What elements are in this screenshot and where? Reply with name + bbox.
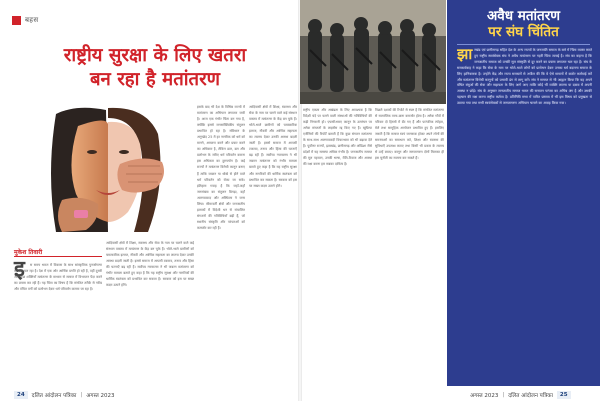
article-column-center-right: आदिवासी क्षेत्रों में शिक्षा, स्वास्थ्य और सेवा के नाम पर चलने वाले कई संस्थान वास्तव में मतांतरण के केंद्र बन चुके हैं। भोले-भाले ग्रामीणों को चमत्कारिक इलाज, नौकरी और आर्थिक सहायता का लालच देकर उनकी आस्था बदली जाती है। इससे समाज में आपसी टकराव, तनाव और हिंसा की घटनाएँ बढ़ रही हैं। सर्वोच्च न्यायालय ने भी जबरन मतांतरण को गंभीर मामला बताते हुए कहा है कि यह राष्ट्रीय सुरक्षा और नागरिकों की धार्मिक स्वतंत्रता को प्रभावित कर सकता है। सरकार को इस पर सख्त कदम उठाने होंगे।	[249, 105, 297, 188]
article-dropcap: इ	[14, 257, 25, 282]
sidebar-title-line-1: अवैध मतांतरण	[486, 8, 561, 24]
footer-separator-left: |	[80, 391, 83, 398]
article-column-right-2: पिछले दशकों की रिपोर्ट से स्पष्ट है कि संगठित मतांतरण से सामाजिक ताना-बाना कमजोर होता है। अनेक गाँवों में परिवार दो हिस्सों में बँट गए हैं और पारंपरिक त्योहार, मेले तथा सामूहिक आयोजन प्रभावित हुए हैं। इसलिए जरूरी है कि समाज स्वयं जागरूक होकर अपने लोगों की समस्याओं का समाधान करे, शिक्षा और स्वास्थ्य की सुविधाएँ उपलब्ध कराए तथा किसी भी प्रकार के लालच से उन्हें बचाए। कानून और जनजागरण दोनों मिलकर ही इस चुनौती का सामना कर सकते हैं।	[375, 108, 444, 161]
article-column-center-left: इसके बाद भी देश के विभिन्न राज्यों में मतांतरण का अभियान लगातार जारी है। आज एक गंभीर चिंता बन गया है, क्योंकि इससे जनसांख्यिकीय संतुलन प्रभावित हो रहा है। संविधान के अनुच्छेद 25 में हर नागरिक को धर्म को मानने, आचरण करने और प्रचार करने का अधिकार है, लेकिन छल, बल और प्रलोभन के जरिए धर्म परिवर्तन कराना इस अधिकार का दुरुपयोग है। कई राज्यों ने मतांतरण विरोधी कानून बनाए हैं ताकि जबरन या धोखे से होने वाले धर्म परिवर्तन को रोका जा सके। इतिहास गवाह है कि जहाँ-जहाँ जनसंख्या का संतुलन बिगड़ा, वहाँ अलगाववाद और अस्थिरता ने जन्म लिया। सीमावर्ती क्षेत्रों और जनजातीय इलाकों में विदेशी धन से संचालित संगठनों की गतिविधियाँ बढ़ी हैं, जो स्थानीय संस्कृति और परंपराओं को कमजोर कर रही हैं।	[197, 105, 245, 230]
security-forces-photo	[300, 0, 446, 104]
page-number-right: 25	[557, 391, 571, 399]
footer-issue-left: अगस्त 2023	[86, 392, 115, 399]
sidebar-dropcap: झा	[457, 48, 473, 63]
headline-line-2: बन रहा है मतांतरण	[89, 69, 221, 90]
section-marker	[12, 16, 21, 25]
sidebar-title	[447, 8, 600, 40]
footer-left	[14, 388, 115, 401]
byline-rule	[14, 256, 102, 257]
page-number-left: 24	[14, 391, 28, 399]
sidebar-body-text: रखंड एवं छत्तीसगढ़ सहित देश के अन्य राज्यों के जनजाति समाज के बारे में चिंता व्यक्त करते हुए राष्ट्रीय स्वयंसेवक संघ ने अवैध मतांतरण पर गहरी चिंता जताई है। संघ का कहना है कि जनजातीय समाज को उनकी मूल संस्कृति से दूर करने का प्रयास लगातार चल रहा है। संघ के सरकार्यवाह ने कहा कि सेवा के नाम पर भोले-भाले लोगों को प्रलोभन देकर उनका धर्म बदलना समाज के लिए हानिकारक है। उन्होंने केंद्र और राज्य सरकारों से अपील की कि वे ऐसे मामलों में कठोर कार्रवाई करें और मतांतरण विरोधी कानूनों को प्रभावी ढंग से लागू करें। संघ ने समाज से भी आह्वान किया कि वह अपने वंचित बंधुओं की सेवा और सहायता के लिए आगे आए ताकि कोई भी व्यक्ति लालच या दबाव में अपनी आस्था न छोड़े। संघ के अनुसार जनजातीय समाज भारत की सनातन परंपरा का अभिन्न अंग है और उसकी पहचान की रक्षा करना राष्ट्रीय कर्तव्य है। प्रतिनिधि सभा में पारित प्रस्ताव में भी इस विषय को प्रमुखता से उठाया गया तथा सभी स्वयंसेवकों से जनजागरण अभियान चलाने का आग्रह किया गया।	[457, 48, 592, 106]
article-illustration	[16, 104, 196, 234]
footer-publication-left: दलित आंदोलन पत्रिका	[31, 392, 77, 399]
footer-separator-right: |	[502, 391, 505, 398]
section-tag	[12, 16, 38, 25]
sidebar-title-line-2: पर संघ चिंतित	[488, 24, 559, 40]
section-label: बहस	[25, 16, 39, 24]
sidebar-body	[457, 48, 592, 383]
article-column-right-1: राष्ट्रीय एकता और अखंडता के लिए आवश्यक है कि विदेशी चंदे पर चलने वाली संस्थाओं की गतिविधियों की कड़ी निगरानी हो। एफसीआरए कानून के उल्लंघन पर अनेक संगठनों के लाइसेंस रद्द किए गए हैं। खुफिया एजेंसियों की रिपोर्टें बताती हैं कि कुछ संगठन मतांतरण के साथ-साथ अलगाववादी विचारधारा को भी बढ़ावा देते हैं। पूर्वोत्तर राज्यों, झारखंड, छत्तीसगढ़ और ओडिशा जैसे प्रदेशों में यह समस्या अधिक गंभीर है। जनजातीय समाज की मूल पहचान, उनकी भाषा, रीति-रिवाज और आस्था की रक्षा करना हम सबका दायित्व है।	[303, 108, 372, 167]
sidebar-rule	[457, 44, 590, 45]
footer-issue-right: अगस्त 2023	[470, 392, 499, 399]
article-headline	[20, 44, 290, 92]
headline-line-1: राष्ट्रीय सुरक्षा के लिए खतरा	[63, 45, 247, 66]
footer-right	[470, 388, 571, 401]
article-column-under-image: आदिवासी क्षेत्रों में शिक्षा, स्वास्थ्य और सेवा के नाम पर चलने वाले कई संस्थान वास्तव में मतांतरण के केंद्र बन चुके हैं। भोले-भाले ग्रामीणों को चमत्कारिक इलाज, नौकरी और आर्थिक सहायता का लालच देकर उनकी आस्था बदली जाती है। इससे समाज में आपसी टकराव, तनाव और हिंसा की घटनाएँ बढ़ रही हैं। सर्वोच्च न्यायालय ने भी जबरन मतांतरण को गंभीर मामला बताते हुए कहा है कि यह राष्ट्रीय सुरक्षा और नागरिकों की धार्मिक स्वतंत्रता को प्रभावित कर सकता है। सरकार को इस पर सख्त कदम उठाने होंगे।	[106, 241, 194, 288]
footer-publication-right: दलित आंदोलन पत्रिका	[508, 392, 553, 399]
author-byline: मुकेश तिवारी	[14, 249, 43, 256]
sidebar-box	[447, 0, 600, 386]
article-intro: स समय भारत में विकास के साथ सांस्कृतिक पुनर्जागरण का दौर चल रहा है। देश में एक ओर आर्थिक प्रगति हो रही है, वहीं दूसरी ओर कुछ शक्तियाँ मतांतरण के माध्यम से समाज में विभाजन पैदा करने का प्रयास कर रही हैं। यह चिंता का विषय है कि संगठित तरीके से गरीब और वंचित वर्गों को प्रलोभन देकर धर्म परिवर्तन कराया जा रहा है।	[14, 263, 102, 292]
